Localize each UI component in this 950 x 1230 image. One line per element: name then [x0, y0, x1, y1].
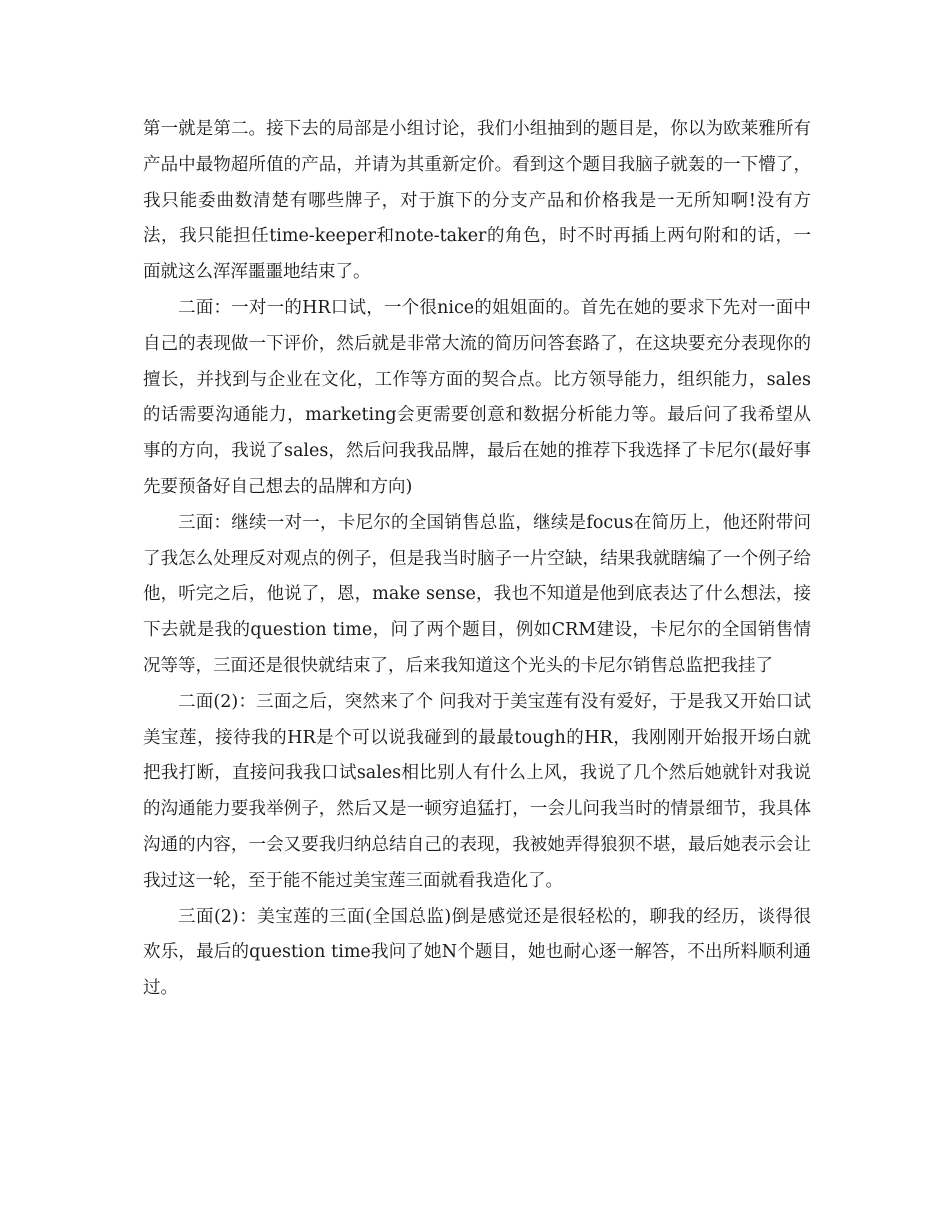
paragraph-third-interview: 三面：继续一对一，卡尼尔的全国销售总监，继续是focus在简历上，他还附带问了我怎么处理反对观点的例子，但是我当时脑子一片空缺，结果我就瞎编了一个例子给他，听完之后，他说了，恩，make sense，我也不知道是他到底表达了什么想法，接下去就是我的question time，问了两个题目，例如CRM建设，卡尼尔的全国销售情况等等，三面还是很快就结束了，后来我知道这个光头的卡尼尔销售总监把我挂了: [143, 512, 811, 676]
paragraph-second-interview: 二面：一对一的HR口试，一个很nice的姐姐面的。首先在她的要求下先对一面中自己的表现做一下评价，然后就是非常大流的简历问答套路了，在这块要充分表现你的擅长，并找到与企业在文化，工作等方面的契合点。比方领导能力，组织能力，sales的话需要沟通能力，marketing会更需要创意和数据分析能力等。最后问了我希望从事的方向，我说了sales，然后问我我品牌，最后在她的推荐下我选择了卡尼尔(最好事先要预备好自己想去的品牌和方向): [143, 297, 811, 497]
document-body: [143, 112, 811, 1007]
paragraph-first-interview-continued: 第一就是第二。接下去的局部是小组讨论，我们小组抽到的题目是，你以为欧莱雅所有产品中最物超所值的产品，并请为其重新定价。看到这个题目我脑子就轰的一下懵了，我只能委曲数清楚有哪些牌子，对于旗下的分支产品和价格我是一无所知啊!没有方法，我只能担任time-keeper和note-taker的角色，时不时再插上两句附和的话，一面就这么浑浑噩噩地结束了。: [143, 119, 811, 283]
paragraph-third-interview-2: 三面(2)：美宝莲的三面(全国总监)倒是感觉还是很轻松的，聊我的经历，谈得很欢乐，最后的question time我问了她N个题目，她也耐心逐一解答，不出所料顺利通过。: [143, 906, 811, 999]
paragraph-second-interview-2: 二面(2)：三面之后，突然来了个 问我对于美宝莲有没有爱好，于是我又开始口试美宝莲，接待我的HR是个可以说我碰到的最最tough的HR，我刚刚开始报开场白就把我打断，直接问我我口试sales相比别人有什么上风，我说了几个然后她就针对我说的沟通能力要我举例子，然后又是一顿穷追猛打，一会儿问我当时的情景细节，我具体沟通的内容，一会又要我归纳总结自己的表现，我被她弄得狼狈不堪，最后她表示会让我过这一轮，至于能不能过美宝莲三面就看我造化了。: [143, 691, 811, 891]
